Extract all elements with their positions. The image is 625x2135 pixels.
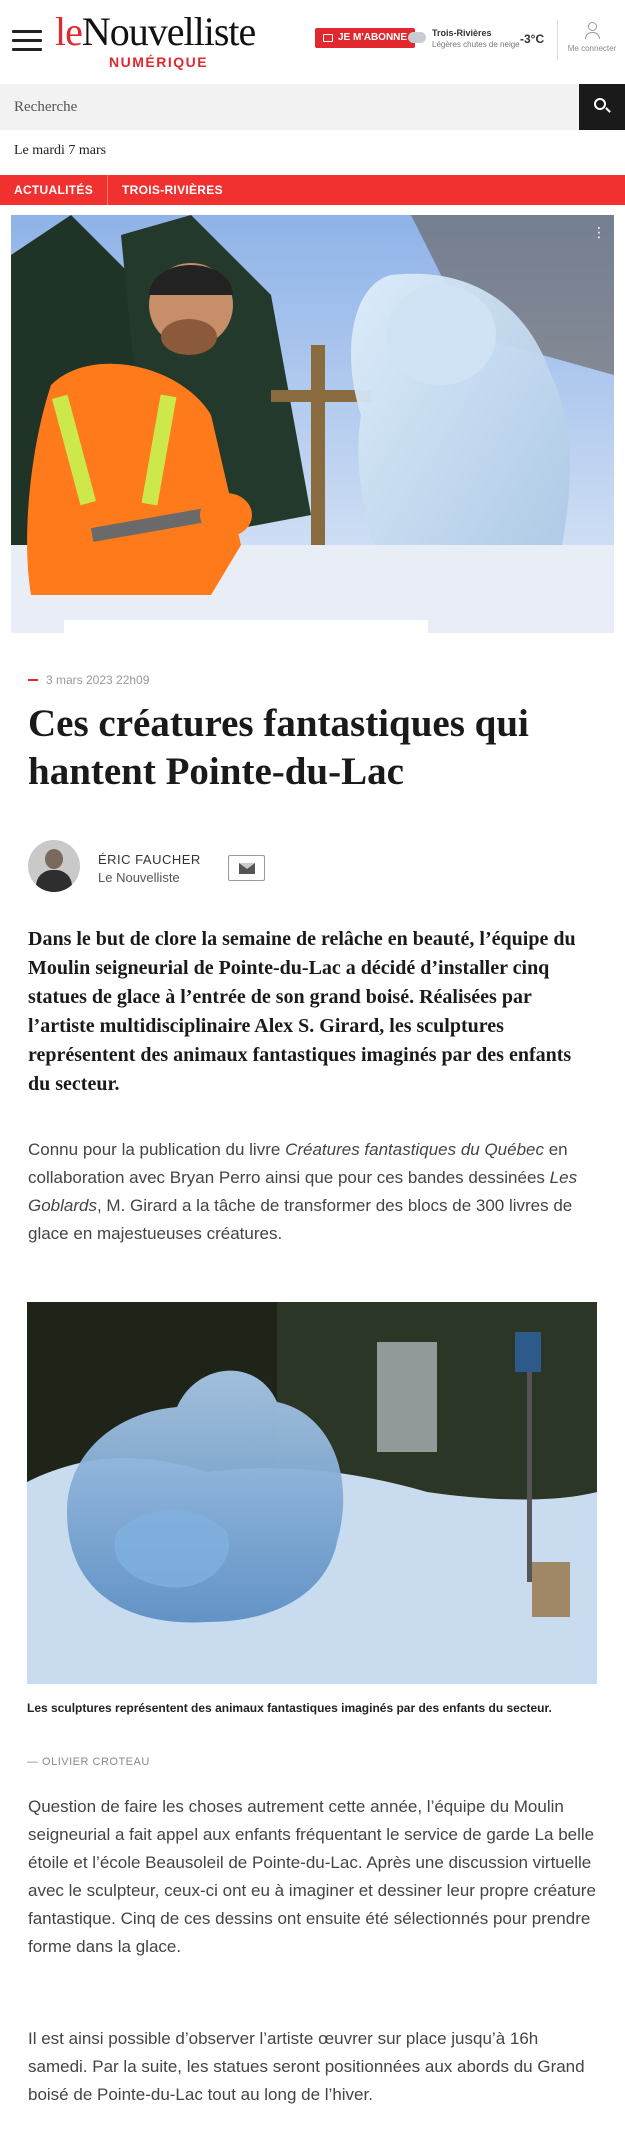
author-organization: Le Nouvelliste (98, 870, 180, 885)
search-bar (0, 84, 625, 130)
logo-subtitle: NUMÉRIQUE (109, 54, 209, 70)
image-credit: — OLIVIER CROTEAU (27, 1756, 150, 1768)
article-date-text: 3 mars 2023 22h09 (46, 673, 150, 687)
article-date (28, 673, 149, 687)
weather-condition: Légères chutes de neige (432, 40, 520, 49)
hero-overlay-strip (64, 620, 428, 634)
site-header (0, 0, 625, 82)
subscribe-label: JE M'ABONNE (338, 32, 408, 43)
author-name[interactable]: ÉRIC FAUCHER (98, 852, 201, 867)
author-block (28, 840, 328, 894)
login-label: Me connecter (567, 44, 617, 53)
author-avatar[interactable] (28, 840, 80, 892)
current-date: Le mardi 7 mars (14, 143, 107, 158)
article-paragraph-1: Connu pour la publication du livre Créatures fantastiques du Québec en collaboration avec Bryan Perro ainsi que pour ces bandes dessinées Les Goblards, M. Girard a la tâche de transformer des blocs de 300 livres de glace en majestueuses créatures. (28, 1140, 578, 1243)
weather-widget[interactable] (408, 26, 553, 56)
date-accent (28, 679, 38, 681)
user-icon (584, 22, 600, 40)
article-paragraph-3: Il est ainsi possible d’observer l’artiste œuvrer sur place jusqu’à 16h samedi. Par la suite, les statues seront positionnées aux abords du Grand boisé de Pointe-du-Lac tout au long de l’hiver. (28, 2029, 585, 2104)
search-input[interactable] (0, 84, 580, 130)
book-title: Créatures fantastiques du Québec (285, 1140, 544, 1159)
subscribe-button[interactable] (315, 28, 415, 48)
subscribe-icon (323, 34, 333, 42)
article-paragraph-2: Question de faire les choses autrement cette année, l’équipe du Moulin seigneurial a fait appel aux enfants fréquentant le service de garde La belle étoile et l’école Beausoleil de Pointe-du-Lac. Après une discussion virtuelle avec le sculpteur, ceux-ci ont eu à imaginer et dessiner leur propre créature fantastique. Cinq de ces dessins ont ensuite été sélectionnés pour prendre forme dans la glace. (28, 1797, 596, 1956)
weather-temperature: -3°C (520, 32, 545, 46)
menu-icon[interactable] (12, 30, 42, 52)
hero-image[interactable] (11, 215, 614, 633)
logo-wordmark: leNouvelliste (55, 9, 256, 54)
header-divider (557, 20, 558, 60)
image-caption: Les sculptures représentent des animaux fantastiques imaginés par des enfants du secteur. (27, 1701, 552, 1715)
search-button[interactable] (579, 84, 625, 130)
cloud-icon (408, 32, 426, 43)
weather-city: Trois-Rivières (432, 28, 492, 38)
section-actualites[interactable]: ACTUALITÉS (14, 183, 93, 197)
section-trois-rivieres[interactable]: TROIS-RIVIÈRES (122, 183, 223, 197)
section-nav (0, 175, 625, 205)
site-logo[interactable] (55, 9, 256, 70)
article-title: Ces créatures fantastiques qui hantent Pointe-du-Lac (28, 702, 529, 793)
article-lede: Dans le but de clore la semaine de relâche en beauté, l’équipe du Moulin seigneurial de Pointe-du-Lac a décidé d’installer cinq statues de glace à l’entrée de son grand boisé. Réalisées par l’artiste multidisciplinaire Alex S. Girard, les sculptures représentent des animaux fantastiques imaginés par des enfants du secteur. (28, 928, 576, 1095)
article-image[interactable] (27, 1302, 597, 1684)
more-icon[interactable]: ⋮ (592, 224, 606, 240)
comic-title: Les Goblards (28, 1168, 578, 1215)
login-button[interactable] (562, 22, 622, 53)
email-author-button[interactable] (228, 855, 265, 881)
